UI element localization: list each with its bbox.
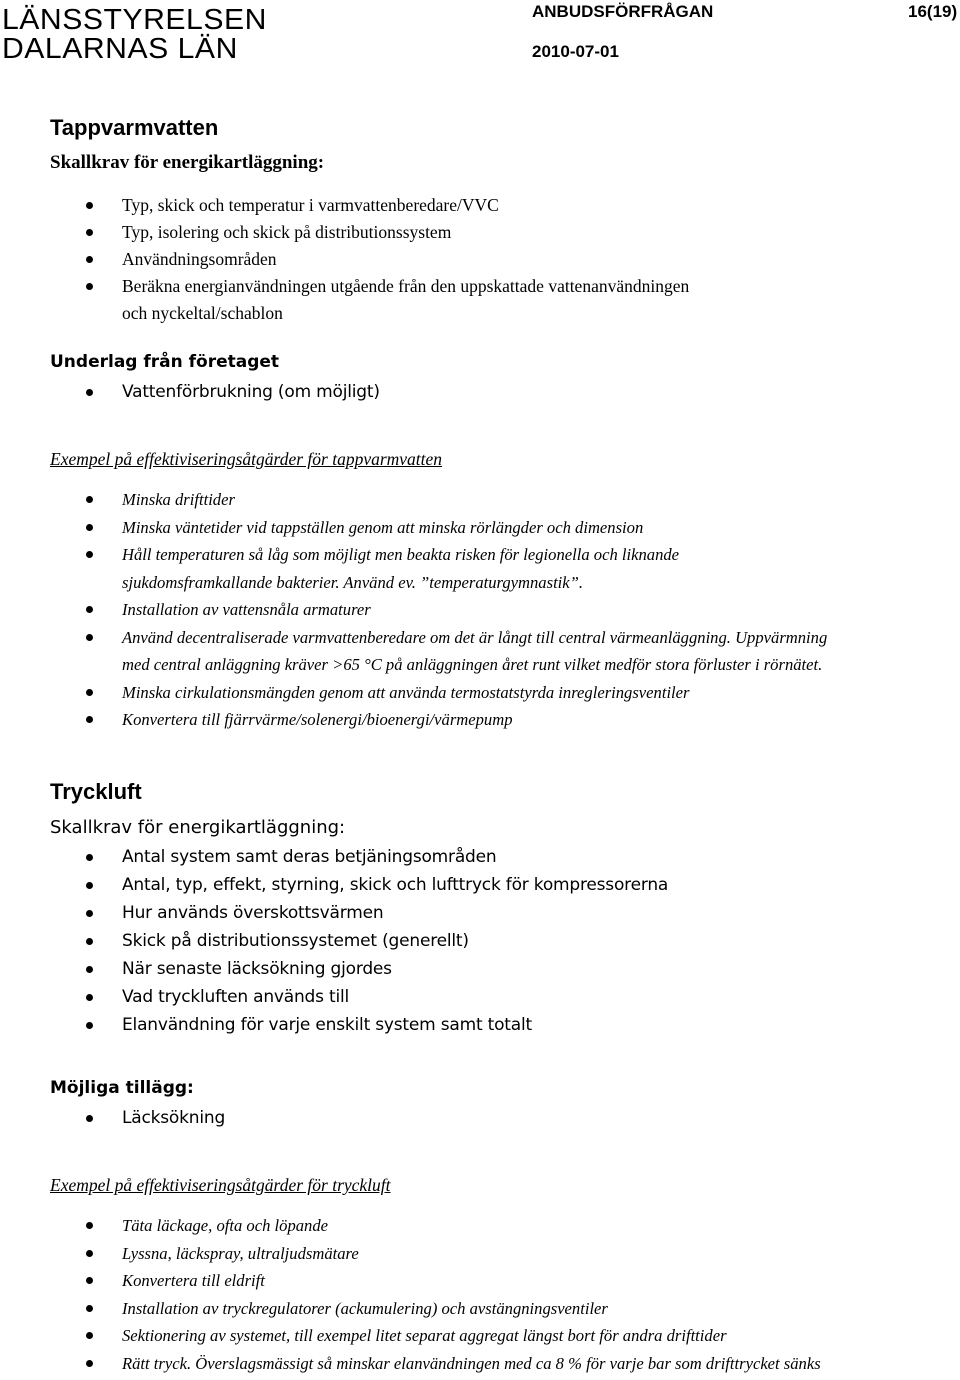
tappvarmvatten-exempel-list bbox=[0, 486, 827, 734]
list-item: Installation av tryckregulatorer (ackumulering) och avstängningsventiler bbox=[0, 1295, 821, 1323]
tappvarmvatten-skallkrav-label: Skallkrav för energikartläggning: bbox=[50, 152, 325, 173]
heading-tappvarmvatten: Tappvarmvatten bbox=[50, 115, 219, 140]
list-item: Skick på distributionssystemet (generellt) bbox=[0, 927, 668, 955]
tappvarmvatten-underlag-list bbox=[0, 378, 380, 406]
list-item: Konvertera till eldrift bbox=[0, 1267, 821, 1295]
logo-lansstyrelsen-dalarnas-lan bbox=[2, 6, 267, 64]
list-item-continuation: sjukdomsframkallande bakterier. Använd ev. ”temperaturgymnastik”. bbox=[122, 572, 584, 592]
list-item: Sektionering av systemet, till exempel litet separat aggregat längst bort för andra drifttider bbox=[0, 1322, 821, 1350]
list-item: Läcksökning bbox=[0, 1104, 225, 1132]
tryckluft-mojliga-label: Möjliga tillägg: bbox=[50, 1078, 194, 1098]
tappvarmvatten-exempel-label: Exempel på effektiviseringsåtgärder för tappvarmvatten bbox=[50, 449, 443, 469]
list-item: Installation av vattensnåla armaturer bbox=[0, 596, 827, 624]
list-item: Täta läckage, ofta och löpande bbox=[0, 1212, 821, 1240]
tryckluft-exempel-list bbox=[0, 1212, 821, 1377]
list-item: Konvertera till fjärrvärme/solenergi/bioenergi/värmepump bbox=[0, 706, 827, 734]
list-item: Hur används överskottsvärmen bbox=[0, 899, 668, 927]
document-date: 2010-07-01 bbox=[532, 42, 619, 61]
tappvarmvatten-underlag-label: Underlag från företaget bbox=[50, 352, 280, 372]
list-item: Använd decentraliserade varmvattenberedare om det är långt till central värmeanläggning. Uppvärmning bbox=[0, 624, 827, 652]
list-item: Rätt tryck. Överslagsmässigt så minskar elanvändningen med ca 8 % för varje bar som drifttrycket sänks bbox=[0, 1350, 821, 1378]
list-item: Antal system samt deras betjäningsområden bbox=[0, 843, 668, 871]
list-item: När senaste läcksökning gjordes bbox=[0, 955, 668, 983]
heading-tryckluft: Tryckluft bbox=[50, 779, 142, 804]
list-item: Vattenförbrukning (om möjligt) bbox=[0, 378, 380, 406]
list-item: Vad tryckluften används till bbox=[0, 983, 668, 1011]
logo-line-2: DALARNAS LÄN bbox=[2, 33, 238, 65]
page-number: 16(19) bbox=[908, 2, 958, 21]
list-item: Elanvändning för varje enskilt system samt totalt bbox=[0, 1011, 668, 1039]
list-item: Minska väntetider vid tappställen genom att minska rörlängder och dimension bbox=[0, 514, 827, 542]
list-item: Minska cirkulationsmängden genom att använda termostatstyrda inregleringsventiler bbox=[0, 679, 827, 707]
list-item-continuation: och nyckeltal/schablon bbox=[122, 303, 283, 323]
tappvarmvatten-skallkrav-list bbox=[0, 192, 689, 327]
document-type: ANBUDSFÖRFRÅGAN bbox=[532, 2, 714, 21]
list-item: Lyssna, läckspray, ultraljudsmätare bbox=[0, 1240, 821, 1268]
list-item: Typ, skick och temperatur i varmvattenberedare/VVC bbox=[0, 192, 689, 219]
list-item: Beräkna energianvändningen utgående från den uppskattade vattenanvändningen bbox=[0, 273, 689, 300]
list-item-continuation: med central anläggning kräver >65 °C på anläggningen året runt vilket medför stora förluster i rörnätet. bbox=[122, 655, 823, 674]
list-item: Användningsområden bbox=[0, 246, 689, 273]
list-item: Håll temperaturen så låg som möjligt men beakta risken för legionella och liknande bbox=[0, 541, 827, 569]
tryckluft-skallkrav-label: Skallkrav för energikartläggning: bbox=[50, 817, 346, 838]
list-item: Antal, typ, effekt, styrning, skick och lufttryck för kompressorerna bbox=[0, 871, 668, 899]
tryckluft-skallkrav-list bbox=[0, 843, 668, 1039]
list-item: Typ, isolering och skick på distributionssystem bbox=[0, 219, 689, 246]
tryckluft-exempel-label: Exempel på effektiviseringsåtgärder för tryckluft bbox=[50, 1175, 391, 1195]
logo-line-1: LÄNSSTYRELSEN bbox=[2, 4, 267, 36]
tryckluft-mojliga-list bbox=[0, 1104, 225, 1132]
list-item: Minska drifttider bbox=[0, 486, 827, 514]
